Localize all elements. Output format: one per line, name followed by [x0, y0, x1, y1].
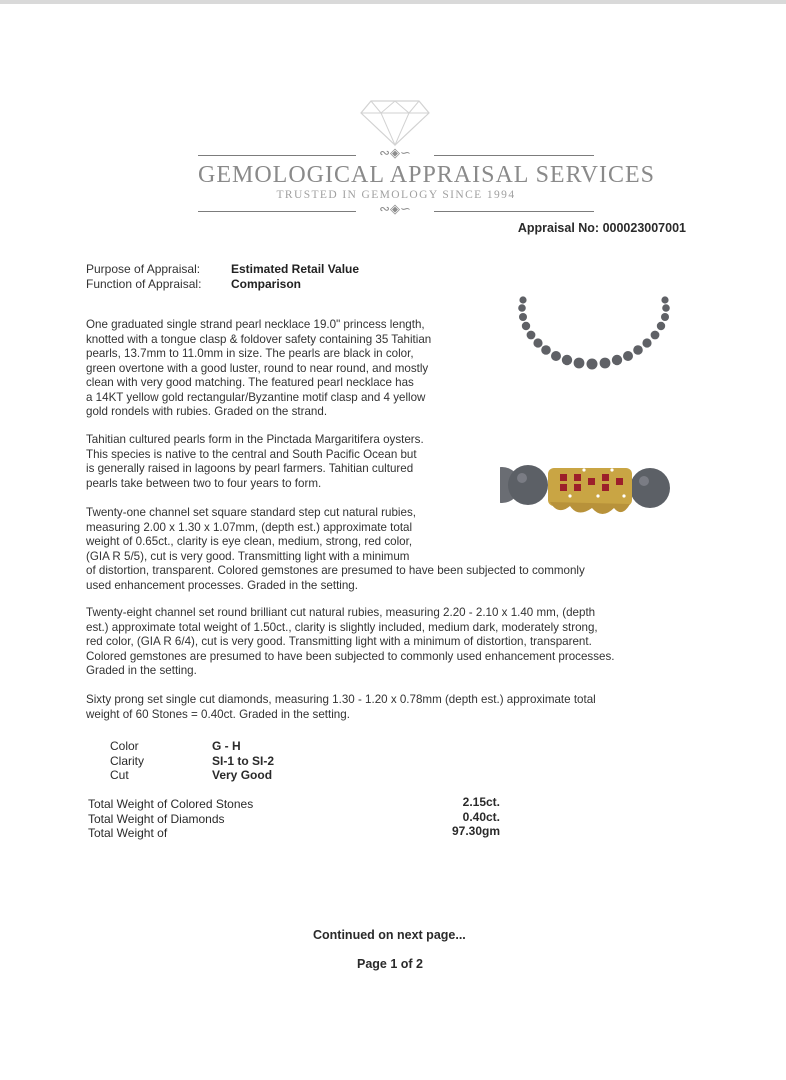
text-line: knotted with a tongue clasp & foldover safety containing 35 Tahitian [86, 332, 432, 346]
header-rule-left-bottom [198, 211, 356, 212]
text-line: est.) approximate total weight of 1.50ct., clarity is slightly included, medium dark, moderately strong, [86, 620, 598, 634]
ornament-scroll-icon: ∾◈∽ [379, 146, 411, 161]
text-line: red color, (GIA R 6/4), cut is very good. Transmitting light with a minimum of distortion, transparent. [86, 635, 592, 648]
description-paragraph-4 [86, 606, 614, 679]
description-paragraph-2 [86, 433, 424, 491]
text-line: a 14KT yellow gold rectangular/Byzantine motif clasp and 4 yellow [86, 390, 426, 404]
total-colored-stones-value: 2.15ct. [462, 795, 500, 809]
grade-value-clarity: SI-1 to SI-2 [212, 754, 275, 768]
description-paragraph-3 [86, 506, 585, 593]
text-line: (GIA R 5/5), cut is very good. Transmitting light with a minimum [86, 549, 410, 563]
text-line: Sixty prong set single cut diamonds, measuring 1.30 - 1.20 x 0.78mm (depth est.) approximate total [86, 693, 596, 706]
text-line: weight of 0.65ct., clarity is eye clean, medium, strong, red color, [86, 535, 413, 548]
description-paragraph-5 [86, 693, 596, 722]
grade-label-cut: Cut [110, 768, 129, 782]
text-line: gold rondels with rubies. Graded on the strand. [86, 405, 328, 418]
text-line: pearls take between two to four years to form. [86, 476, 322, 490]
appraisal-number: Appraisal No: 000023007001 [517, 221, 686, 235]
function-value: Comparison [231, 277, 302, 291]
header-rule-left-top [198, 155, 356, 156]
grade-value-cut: Very Good [212, 768, 273, 782]
total-weight-label: Total Weight of [88, 826, 168, 840]
text-line: pearls, 13.7mm to 11.0mm in size. The pearls are black in color, [86, 347, 414, 360]
continued-note: Continued on next page... [313, 928, 466, 942]
text-line: This species is native to the central and South Pacific Ocean but [86, 447, 417, 461]
text-line: weight of 60 Stones = 0.40ct. Graded in the setting. [86, 707, 350, 721]
text-line: Twenty-eight channel set round brilliant cut natural rubies, measuring 2.20 - 2.10 x 1.40 mm, (depth [86, 606, 596, 619]
total-weight-value: 97.30gm [451, 824, 500, 838]
header-rule-right-bottom [434, 211, 594, 212]
page-top-edge [0, 0, 786, 4]
text-line: One graduated single strand pearl necklace 19.0" princess length, [86, 318, 425, 331]
purpose-label: Purpose of Appraisal: [86, 262, 201, 276]
text-line: Tahitian cultured pearls form in the Pinctada Margaritifera oysters. [86, 433, 424, 446]
ornament-scroll-icon: ∾◈∽ [379, 202, 411, 217]
text-line: Colored gemstones are presumed to have been subjected to commonly used enhancement processes. [86, 649, 615, 663]
text-line: measuring 2.00 x 1.30 x 1.07mm, (depth est.) approximate total [86, 520, 413, 534]
header-rule-right-top [434, 155, 594, 156]
text-line: used enhancement processes. Graded in the setting. [86, 578, 358, 592]
pearl-necklace-photo [505, 292, 683, 382]
grade-label-clarity: Clarity [110, 754, 145, 768]
text-line: of distortion, transparent. Colored gemstones are presumed to have been subjected to commonly [86, 564, 585, 577]
text-line: is generally raised in lagoons by pearl farmers. Tahitian cultured [86, 462, 414, 475]
text-line: Graded in the setting. [86, 664, 197, 677]
grade-label-color: Color [110, 739, 139, 753]
brand-tagline: TRUSTED IN GEMOLOGY SINCE 1994 [276, 189, 516, 201]
purpose-value: Estimated Retail Value [231, 262, 360, 276]
function-label: Function of Appraisal: [86, 277, 202, 291]
description-paragraph-1 [86, 318, 431, 420]
brand-name: GEMOLOGICAL APPRAISAL SERVICES [198, 162, 656, 188]
total-diamonds-label: Total Weight of Diamonds [88, 812, 225, 826]
text-line: Twenty-one channel set square standard step cut natural rubies, [86, 506, 416, 519]
diamond-logo-icon [359, 95, 431, 147]
page-number: Page 1 of 2 [357, 957, 423, 971]
total-diamonds-value: 0.40ct. [462, 810, 500, 824]
text-line: clean with very good matching. The featured pearl necklace has [86, 376, 414, 389]
text-line: green overtone with a good luster, round to near round, and mostly [86, 361, 429, 375]
total-colored-stones-label: Total Weight of Colored Stones [88, 797, 254, 811]
grade-value-color: G - H [212, 739, 241, 753]
